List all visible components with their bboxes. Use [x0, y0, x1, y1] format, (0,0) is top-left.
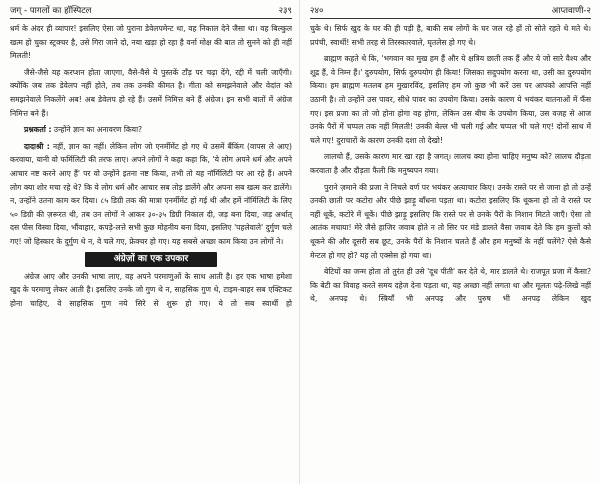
- right-page-title: आप्तवाणी-२: [551, 6, 591, 16]
- right-page-number: २४०: [310, 6, 324, 16]
- answer-block: [10, 140, 292, 249]
- answer-text: नहीं, ज्ञान का नहीं। लेकिन लोग जो एनर्मीमेंट हो गए थे उसमें बैंकिंग (वापस ले आए) करवाया, यानी वो फर्मिलिटी की तरफ लाए। अपने लोगों ने कहा कहा कि, 'ये लोग अपने धर्म और अपने आचार नष्ट करने आए हैं' पर वो उन्होंने इतना नष्ट किया, तभी तो यह नॉर्मिलिटी पर आ रहे हैं। अपने लोग क्या शोर मचा रहे थे? कि ये लोग धर्म और आचार सब तोड़ डालेंगे और अपना सब खत्म कर डालेंगे। न, उन्होंने उतना काम कर दिया। ८५ डिग्री तक की मात्रा एनर्मीमेंट हो गई थी और हमें नॉर्मिलिटी के लिए ५० डिग्री की ज़रूरत थी, तब उन लोगों ने आकर ३०-३५ डिग्री निकाल दी, जड़ बना दिया, जड़ अर्थात् दस पीस विस्वा दिया, भौंवाहार, कपड़े-लत्ते सभी कुछ मोहनीय बना दिया, इसलिए 'पहलेवाले' दुर्गुण चले गए! जो हिस्कार के दुर्गुण थे न, वे चले गए, फ्रेक्चर हो गए। यह सबसे अच्छा काम किया उन लोगों ने।: [10, 141, 292, 246]
- paragraph: बेटियों का जन्म होता तो तुरंत ही उसे 'दूध पीती' कर देते थे, मार डालते थे। राजपूत प्रजा में कैसा? कि बेटी का विवाह करते समय दहेज देना पड़ता था, यह अच्छा नहीं लगता था और मूलतः पढ़े-लिखे नहीं थे, अनपढ़ थे। स्त्रियाँ भी अनपढ़ और पुरुष भी अनपढ़ लेकिन खुद: [310, 267, 591, 304]
- answer-label: दादाश्री :: [24, 141, 50, 151]
- paragraph: अंग्रेज आए और उनकी भाषा लाए, वह अपने परमाणुओं के साथ आती है। हर एक भाषा हमेशा खुद के परमाणु लेकर आती है। इसलिए उनके जो गुण थे न, साहसिक गुण थे, टाइम-बाहर सब एक्टिकट होना चाहिए, वे साहसिक गुण नये सिरे से शुरू हो गए। ये तो सब स्वार्थी हो: [10, 271, 292, 308]
- section-heading: अंग्रेज़ों का एक उपकार: [85, 252, 217, 267]
- right-running-head: [310, 6, 591, 19]
- paragraph: धर्म के अंदर ही व्यापार! इसलिए ऐसा जो पुराना डेवेलपमेन्ट था, वह निकाल देने जैसा था। वह बिल्कुल खत्म हो चुका स्ट्रक्चर है, उसे गिरा जाने दो, नया खड़ा हो रहा है वर्ना मोक्ष की बात तो सुनने को ही नहीं मिलती!: [10, 24, 292, 61]
- paragraph: लालचो हैं, उसके कारण मार खा रहा है जगत्। लालच क्या होना चाहिए मनुष्य को? लालच दौड़ता करवाता है और दौड़ता फैली कि मनुष्यपन गया।: [310, 152, 591, 175]
- left-page-title: जग् - पागलों का हॉस्पिटल: [10, 6, 92, 16]
- right-page: [300, 0, 599, 484]
- question-block: [10, 123, 292, 137]
- paragraph: चुके थे। सिर्फ खुद के घर की ही पड़ी है, बाकी सब लोगों के घर जल रहे हों तो सोते रहते थे मते थे। प्रपंची, स्वार्थी! सभी तरह से तिरस्कारवाले, घृतलेस हो गए थे।: [310, 24, 591, 47]
- paragraph: ब्राह्मण कहते थे कि, 'भगवान का मुख हम हैं और ये क्षत्रिय छाती तक हैं और ये जो सारे वैश्य और शूद्र हैं, वे निम्न हैं।' दुरुपयोग, सिर्फ दुरुपयोग ही किया! जिसका सदुपयोग करना था, उसी का दुरुपयोग किया। हम ब्राह्मण मतलब हम मुखारविंद, इसलिए हम जो कुछ भी करें उस पर आपको आपत्ति नहीं उठानी है। तो उन्होंने उस पावर, सीधे पावर का उपयोग किया। उसके कारण ये भयंकर यातनाओं में फँस गए। इस प्रजा का तो जो होना होगा वह होगा, लेकिन उस बीच के उपयोग किया, उस वजह से आज उनके पैरों में चप्पल तक नहीं मिलती! उनकी बेल्ल भी चली गई और चप्पल भी चले गए! दोनों साथ में चले गए! दुराचारों के कारण उनकी दशा तो देखो!: [310, 54, 591, 145]
- question-text: उन्होंने ज्ञान का अनावरण किया?: [53, 125, 143, 135]
- paragraph: पुराने ज़माने की प्रजा ने निचले वर्ण पर भयंकर अत्याचार किए। उनके रास्ते पर से जाना हो तो उन्हें उनकी छाती पर कटोरा और पीछे झाड़ू बाँधना पड़ता था। कटोरा इसलिए कि थूकना हो तो वे रास्ते पर नहीं थूकें, कटोरे में थूकें। पीछे झाड़ू इसलिए कि रास्ते पर से उनके पैरों के निशान मिटते जाएँ। ऐसा तो आतंक मचाया! मेरे जैसे हाजिर जवाब होते न तो सिर पर मंडे डालते वैसा जवाब देते कि हम कुत्तों को थूकने की और दूसरी सब छूट, उनके पैरों के निशान चलते हैं और हम मनुष्यों के नहीं चलेंगे? ऐसे कैसे मेन्टल हो गए हो? यह तो एक्सेस हो गया था।: [310, 182, 591, 260]
- left-running-head: [10, 6, 292, 19]
- question-label: प्रश्नकर्ता :: [24, 125, 52, 135]
- paragraph: जैसे-जैसे यह करप्शन होता जाएगा, वैसे-वैसे ये पुस्तकें टाँड़ पर चढ़ा देंगे, रद्दी में चली जाएँगी। क्योंकि जब तक डेवेलप नहीं होते, तब तक उनकी कीमत है। गीता को समझनेवाले और वेदांत को समझनेवाले निकलेंगे अब! अब डेवेलप हो रहे हैं। उसमें निमित्त बने हैं अंग्रेज। इन सभी बातों में अंग्रेज निमित्त बने हैं।: [10, 67, 292, 118]
- left-page-number: २३९: [278, 6, 292, 16]
